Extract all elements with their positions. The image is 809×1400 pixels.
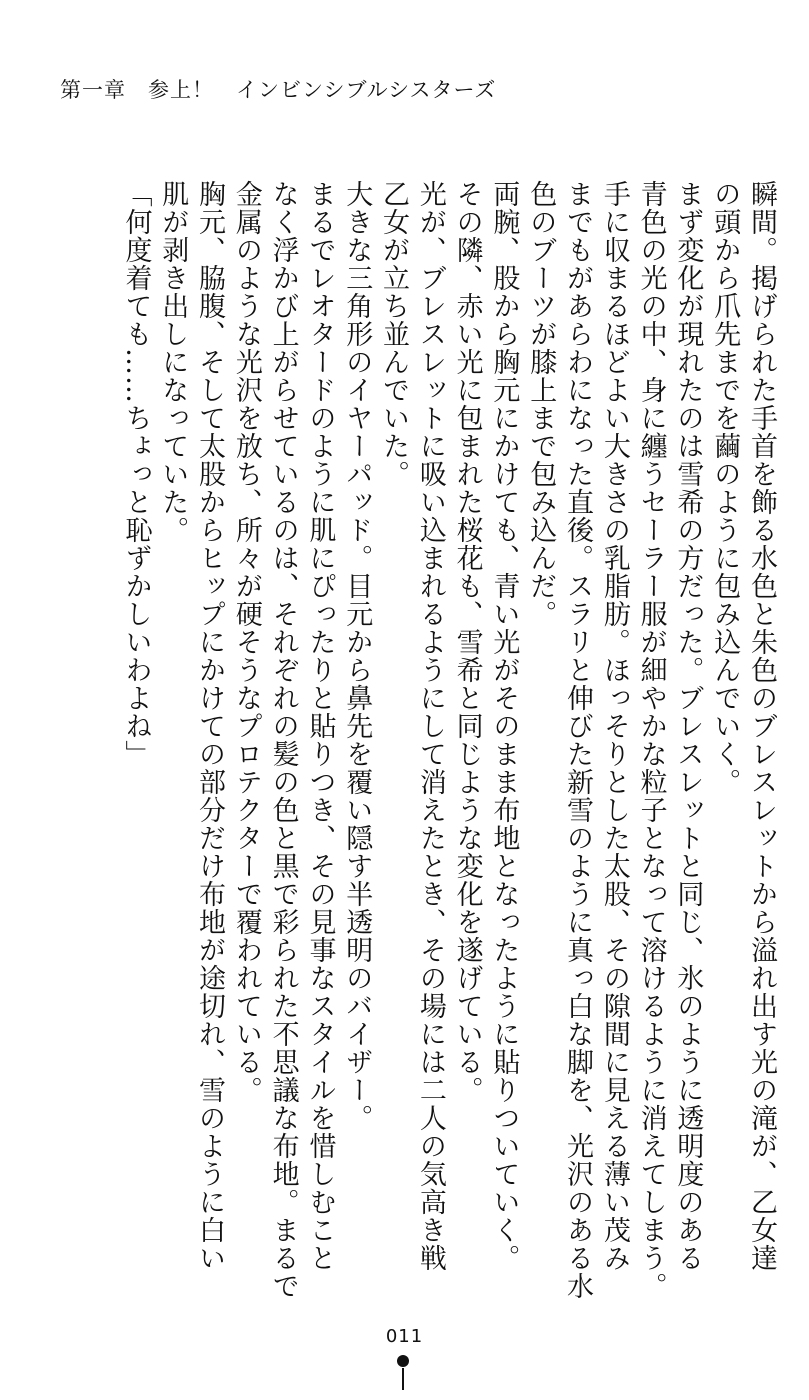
text-line: 胸元、脇腹、そして太股からヒップにかけての部分だけ布地が途切れ、雪のように白い bbox=[194, 180, 226, 1272]
text-line: 光が、ブレスレットに吸い込まれるようにして消えたとき、その場には二人の気高き戦 bbox=[414, 180, 446, 1272]
vertical-body-text bbox=[19, 180, 779, 1300]
text-line: まず変化が現れたのは雪希の方だった。ブレスレットと同じ、氷のように透明度のある bbox=[672, 180, 704, 1272]
text-line: 乙女が立ち並んでいた。 bbox=[378, 180, 410, 488]
text-line: 手に収まるほどよい大きさの乳脂肪。ほっそりとした太股、その隙間に見える薄い茂み bbox=[598, 180, 630, 1272]
text-line: の頭から爪先までを繭のように包み込んでいく。 bbox=[709, 180, 741, 796]
text-line: 色のブーツが膝上まで包み込んだ。 bbox=[525, 180, 557, 628]
page-number: 011 bbox=[385, 1326, 424, 1347]
chapter-subtitle: インビンシブルシスターズ bbox=[236, 78, 497, 102]
text-line: までもがあらわになった直後。スラリと伸びた新雪のように真っ白な脚を、光沢のある水 bbox=[562, 180, 594, 1300]
text-line: その隣、赤い光に包まれた桜花も、雪希と同じような変化を遂げている。 bbox=[451, 180, 483, 1104]
page-marker-dot-icon bbox=[397, 1355, 409, 1367]
text-line: 青色の光の中、身に纏うセーラー服が細やかな粒子となって溶けるように消えてしまう。 bbox=[635, 180, 667, 1300]
text-line: なく浮かび上がらせているのは、それぞれの髪の色と黒で彩られた不思議な布地。まるで bbox=[267, 180, 299, 1300]
text-line: 両腕、股から胸元にかけても、青い光がそのまま布地となったように貼りついていく。 bbox=[488, 180, 520, 1272]
text-line: 「何度着ても……ちょっと恥ずかしいわよね」 bbox=[120, 180, 152, 768]
chapter-number: 第一章 bbox=[60, 78, 126, 102]
page-marker-line bbox=[402, 1368, 404, 1390]
text-line: 金属のような光沢を放ち、所々が硬そうなプロテクターで覆われている。 bbox=[230, 180, 262, 1104]
text-line: 肌が剥き出しになっていた。 bbox=[157, 180, 189, 544]
chapter-header bbox=[60, 74, 496, 104]
chapter-title: 参上！ bbox=[148, 78, 214, 102]
text-line: 瞬間。掲げられた手首を飾る水色と朱色のブレスレットから溢れ出す光の滝が、乙女達 bbox=[746, 180, 777, 1272]
text-line: 大きな三角形のイヤーパッド。目元から鼻先を覆い隠す半透明のバイザー。 bbox=[341, 180, 373, 1132]
text-line: まるでレオタードのように肌にぴったりと貼りつき、その見事なスタイルを惜しむこと bbox=[304, 180, 336, 1272]
